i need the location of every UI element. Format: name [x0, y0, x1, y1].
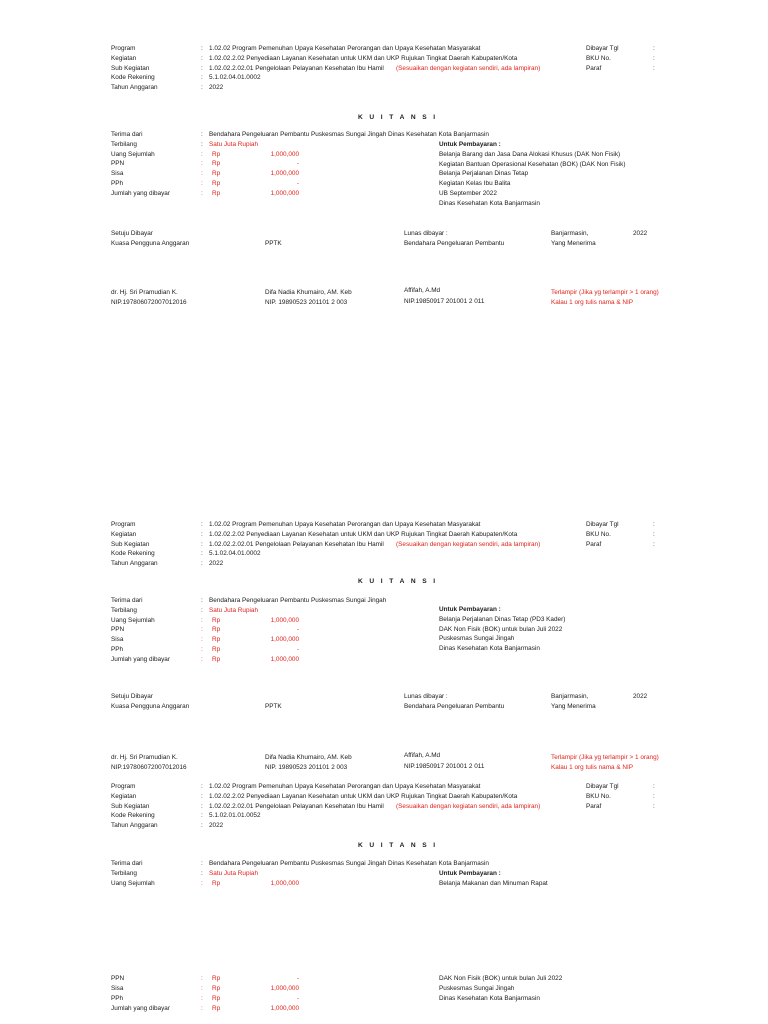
recipient-note: Kalau 1 org tulis nama & NIP	[551, 298, 634, 306]
amount-colon: :	[201, 636, 203, 644]
header-label: Sub Kegiatan	[111, 802, 150, 810]
payment-purpose-line: UB September 2022	[439, 190, 497, 197]
header-label: Program	[111, 45, 136, 52]
amount-label: Sisa	[111, 985, 124, 992]
payment-info-colon: :	[653, 530, 655, 538]
payment-purpose-line: Dinas Kesehatan Kota Banjarmasin	[439, 199, 540, 207]
receipt-title: K U I T A N S I	[358, 114, 438, 121]
treasurer-nip: NIP.19850917 201001 2 011	[404, 297, 485, 305]
payment-purpose-title: Untuk Pembayaran :	[439, 606, 501, 613]
currency: Rp	[212, 150, 221, 158]
amount-label: Sisa	[111, 636, 124, 644]
pptk-title: PPTK	[265, 239, 282, 247]
header-colon: :	[201, 783, 203, 790]
currency: Rp	[212, 646, 221, 653]
header-colon: :	[201, 530, 203, 538]
received-from-label: Terima dari	[111, 860, 143, 867]
payment-info-label: Dibayar Tgl	[586, 45, 619, 52]
header-value: 5.1.02.04.01.0002	[209, 550, 261, 558]
payment-info-label: Dibayar Tgl	[586, 783, 619, 790]
payment-purpose-line: DAK Non Fisik (BOK) untuk bulan Juli 2022	[439, 625, 563, 633]
header-value: 1.02.02 Program Pemenuhan Upaya Kesehatan Perorangan dan Upaya Kesehatan Masyarakat	[209, 521, 481, 528]
payment-info-colon: :	[653, 64, 655, 72]
treasurer-name: Affifah, A.Md	[404, 752, 441, 759]
amount-in-words-value: Satu Juta Rupiah	[209, 606, 259, 614]
header-value: 1.02.02.2.02.01 Pengelolaan Pelayanan Kesehatan Ibu Hamil	[209, 64, 384, 72]
amount-value: -	[296, 646, 299, 653]
header-colon: :	[201, 812, 203, 820]
amount-in-words-colon: :	[201, 869, 203, 877]
header-label: Program	[111, 783, 136, 790]
header-value: 2022	[209, 560, 224, 568]
header-value: 1.02.02.2.02 Penyediaan Layanan Kesehatan untuk UKM dan UKP Rujukan Tingkat Daerah Kabupaten/Kota	[209, 792, 518, 800]
amount-value: -	[296, 995, 299, 1002]
amount-label: Uang Sejumlah	[111, 616, 155, 624]
header-value: 1.02.02 Program Pemenuhan Upaya Kesehatan Perorangan dan Upaya Kesehatan Masyarakat	[209, 783, 481, 790]
amount-colon: :	[201, 180, 203, 187]
amount-in-words-value: Satu Juta Rupiah	[209, 140, 259, 148]
received-from-colon: :	[201, 131, 203, 138]
header-label: Kode Rekening	[111, 550, 155, 558]
payment-info-label: BKU No.	[586, 792, 611, 800]
payment-info-colon: :	[653, 45, 655, 52]
header-value: 1.02.02 Program Pemenuhan Upaya Kesehatan Perorangan dan Upaya Kesehatan Masyarakat	[209, 45, 481, 52]
payment-purpose-line: Dinas Kesehatan Kota Banjarmasin	[439, 995, 540, 1002]
header-label: Sub Kegiatan	[111, 64, 150, 72]
payment-purpose-line: Kegiatan Kelas Ibu Balita	[439, 180, 511, 188]
received-from-value: Bendahara Pengeluaran Pembantu Puskesmas Sungai Jingah	[209, 597, 387, 604]
header-colon: :	[201, 560, 203, 568]
amount-in-words-label: Terbilang	[111, 140, 137, 148]
signature-year: 2022	[633, 693, 648, 700]
currency: Rp	[212, 189, 221, 197]
amount-value: 1,000,000	[270, 170, 299, 178]
received-from-value: Bendahara Pengeluaran Pembantu Puskesmas Sungai Jingah Dinas Kesehatan Kota Banjarmasin	[209, 860, 489, 867]
received-from-label: Terima dari	[111, 597, 143, 604]
header-colon: :	[201, 802, 203, 810]
payment-purpose-line: Belanja Makanan dan Minuman Rapat	[439, 880, 548, 887]
pptk-nip: NIP. 19890523 201101 2 003	[265, 763, 348, 771]
approval-label: Setuju Dibayar	[111, 230, 153, 237]
header-label: Kode Rekening	[111, 812, 155, 820]
kpa-nip: NIP.197806072007012016	[111, 763, 187, 771]
amount-colon: :	[201, 616, 203, 624]
header-label: Kegiatan	[111, 792, 137, 800]
recipient-note: Terlampir (Jika yg terlampir > 1 orang)	[551, 289, 659, 296]
currency: Rp	[212, 626, 221, 634]
pptk-name: Difa Nadia Khumairo, AM. Keb	[265, 754, 352, 761]
payment-purpose-line: Puskesmas Sungai Jingah	[439, 985, 515, 992]
pptk-nip: NIP. 19890523 201101 2 003	[265, 298, 348, 306]
header-value: 2022	[209, 84, 224, 92]
received-from-value: Bendahara Pengeluaran Pembantu Puskesmas Sungai Jingah Dinas Kesehatan Kota Banjarmasin	[209, 131, 489, 138]
treasurer-nip: NIP.19850917 201001 2 011	[404, 762, 485, 770]
payment-info-label: BKU No.	[586, 54, 611, 62]
amount-label: PPN	[111, 626, 125, 634]
amount-in-words-colon: :	[201, 606, 203, 614]
header-colon: :	[201, 521, 203, 528]
payment-info-colon: :	[653, 540, 655, 548]
header-label: Sub Kegiatan	[111, 540, 150, 548]
currency: Rp	[212, 616, 221, 624]
header-value: 1.02.02.2.02 Penyediaan Layanan Kesehatan untuk UKM dan UKP Rujukan Tingkat Daerah Kabupaten/Kota	[209, 530, 518, 538]
header-label: Kode Rekening	[111, 74, 155, 82]
amount-value: -	[296, 975, 299, 982]
payment-info-label: Paraf	[586, 540, 602, 548]
payment-info-label: Paraf	[586, 64, 602, 72]
amount-value: 1,000,000	[270, 616, 299, 624]
pptk-name: Difa Nadia Khumairo, AM. Keb	[265, 289, 352, 296]
header-value: 2022	[209, 822, 224, 830]
header-colon: :	[201, 45, 203, 52]
paid-label: Lunas dibayar :	[404, 230, 448, 237]
amount-label: Jumlah yang dibayar	[111, 1005, 170, 1012]
header-value: 1.02.02.2.02 Penyediaan Layanan Kesehatan untuk UKM dan UKP Rujukan Tingkat Daerah Kabupaten/Kota	[209, 54, 518, 62]
header-value: 1.02.02.2.02.01 Pengelolaan Pelayanan Kesehatan Ibu Hamil	[209, 802, 384, 810]
treasurer-title: Bendahara Pengeluaran Pembantu	[404, 239, 505, 247]
amount-label: Jumlah yang dibayar	[111, 655, 170, 663]
amount-label: Uang Sejumlah	[111, 150, 155, 158]
recipient-title: Yang Menerima	[551, 239, 596, 247]
header-colon: :	[201, 64, 203, 72]
amount-value: 1,000,000	[270, 150, 299, 158]
approval-label: Setuju Dibayar	[111, 693, 153, 700]
place-date: Banjarmasin,	[551, 693, 589, 700]
header-label: Program	[111, 521, 136, 528]
place-date: Banjarmasin,	[551, 230, 589, 237]
currency: Rp	[212, 975, 221, 982]
header-colon: :	[201, 550, 203, 558]
amount-colon: :	[201, 646, 203, 653]
amount-colon: :	[201, 985, 203, 992]
payment-purpose-line: Belanja Perjalanan Dinas Tetap (PD3 Kader)	[439, 615, 566, 623]
receipt-title: K U I T A N S I	[358, 842, 438, 849]
amount-value: 1,000,000	[270, 189, 299, 197]
received-from-colon: :	[201, 597, 203, 604]
amount-colon: :	[201, 1005, 203, 1012]
paid-label: Lunas dibayar :	[404, 693, 448, 700]
amount-value: 1,000,000	[270, 880, 299, 887]
amount-colon: :	[201, 655, 203, 663]
payment-purpose-line: Belanja Barang dan Jasa Dana Alokasi Khusus (DAK Non Fisik)	[439, 150, 621, 158]
currency: Rp	[212, 880, 221, 887]
currency: Rp	[212, 160, 221, 168]
amount-value: -	[296, 626, 299, 634]
amount-in-words-label: Terbilang	[111, 869, 137, 877]
amount-colon: :	[201, 626, 203, 634]
amount-value: 1,000,000	[270, 1005, 299, 1012]
header-label: Tahun Anggaran	[111, 560, 158, 568]
header-note: (Sesuaikan dengan kegiatan sendiri, ada lampiran)	[396, 540, 541, 548]
kpa-name: dr. Hj. Sri Pramudian K.	[111, 754, 178, 761]
payment-info-label: Paraf	[586, 802, 602, 810]
header-note: (Sesuaikan dengan kegiatan sendiri, ada lampiran)	[396, 802, 541, 810]
payment-purpose-line: Kegiatan Bantuan Operasional Kesehatan (BOK) (DAK Non Fisik)	[439, 160, 626, 168]
kpa-nip: NIP.197806072007012016	[111, 298, 187, 306]
kpa-name: dr. Hj. Sri Pramudian K.	[111, 289, 178, 296]
pptk-title: PPTK	[265, 702, 282, 710]
currency: Rp	[212, 636, 221, 644]
header-label: Kegiatan	[111, 54, 137, 62]
payment-purpose-title: Untuk Pembayaran :	[439, 870, 501, 877]
currency: Rp	[212, 180, 221, 187]
amount-label: Sisa	[111, 170, 124, 178]
payment-info-label: BKU No.	[586, 530, 611, 538]
amount-colon: :	[201, 160, 203, 168]
currency: Rp	[212, 995, 221, 1002]
header-colon: :	[201, 540, 203, 548]
amount-value: 1,000,000	[270, 655, 299, 663]
payment-purpose-line: Belanja Perjalanan Dinas Tetap	[439, 170, 529, 178]
amount-value: 1,000,000	[270, 985, 299, 992]
header-value: 5.1.02.04.01.0002	[209, 74, 261, 82]
header-label: Tahun Anggaran	[111, 84, 158, 92]
received-from-colon: :	[201, 860, 203, 867]
header-label: Kegiatan	[111, 530, 137, 538]
signature-year: 2022	[633, 230, 648, 237]
treasurer-name: Affifah, A.Md	[404, 287, 441, 294]
payment-info-colon: :	[653, 802, 655, 810]
amount-colon: :	[201, 995, 203, 1002]
payment-info-colon: :	[653, 783, 655, 790]
header-colon: :	[201, 84, 203, 92]
recipient-note: Terlampir (Jika yg terlampir > 1 orang)	[551, 754, 659, 761]
currency: Rp	[212, 985, 221, 992]
currency: Rp	[212, 655, 221, 663]
amount-label: Jumlah yang dibayar	[111, 189, 170, 197]
header-note: (Sesuaikan dengan kegiatan sendiri, ada lampiran)	[396, 64, 541, 72]
amount-in-words-colon: :	[201, 140, 203, 148]
received-from-label: Terima dari	[111, 131, 143, 138]
header-colon: :	[201, 54, 203, 62]
amount-colon: :	[201, 880, 203, 887]
header-colon: :	[201, 74, 203, 82]
amount-label: PPh	[111, 180, 124, 187]
treasurer-title: Bendahara Pengeluaran Pembantu	[404, 702, 505, 710]
header-colon: :	[201, 792, 203, 800]
amount-label: PPh	[111, 995, 124, 1002]
recipient-title: Yang Menerima	[551, 702, 596, 710]
payment-purpose-line: Puskesmas Sungai Jingah	[439, 635, 515, 643]
receipt-title: K U I T A N S I	[358, 578, 438, 585]
payment-info-label: Dibayar Tgl	[586, 521, 619, 528]
amount-in-words-label: Terbilang	[111, 606, 137, 614]
amount-colon: :	[201, 150, 203, 158]
header-value: 1.02.02.2.02.01 Pengelolaan Pelayanan Kesehatan Ibu Hamil	[209, 540, 384, 548]
kpa-title: Kuasa Pengguna Anggaran	[111, 239, 190, 247]
amount-colon: :	[201, 975, 203, 982]
amount-label: PPN	[111, 160, 125, 168]
header-value: 5.1.02.01.01.0052	[209, 812, 261, 820]
recipient-note: Kalau 1 org tulis nama & NIP	[551, 763, 634, 771]
amount-value: -	[296, 180, 299, 187]
amount-label: Uang Sejumlah	[111, 880, 155, 887]
header-colon: :	[201, 822, 203, 830]
amount-value: 1,000,000	[270, 636, 299, 644]
payment-purpose-title: Untuk Pembayaran :	[439, 141, 501, 148]
amount-in-words-value: Satu Juta Rupiah	[209, 869, 259, 877]
amount-colon: :	[201, 170, 203, 178]
payment-info-colon: :	[653, 54, 655, 62]
currency: Rp	[212, 170, 221, 178]
payment-purpose-line: Dinas Kesehatan Kota Banjarmasin	[439, 645, 540, 653]
currency: Rp	[212, 1005, 221, 1012]
amount-value: -	[296, 160, 299, 168]
payment-info-colon: :	[653, 792, 655, 800]
amount-colon: :	[201, 189, 203, 197]
amount-label: PPh	[111, 646, 124, 653]
kpa-title: Kuasa Pengguna Anggaran	[111, 702, 190, 710]
header-label: Tahun Anggaran	[111, 822, 158, 830]
payment-purpose-line: DAK Non Fisik (BOK) untuk bulan Juli 2022	[439, 975, 563, 982]
payment-info-colon: :	[653, 521, 655, 528]
amount-label: PPN	[111, 975, 125, 982]
